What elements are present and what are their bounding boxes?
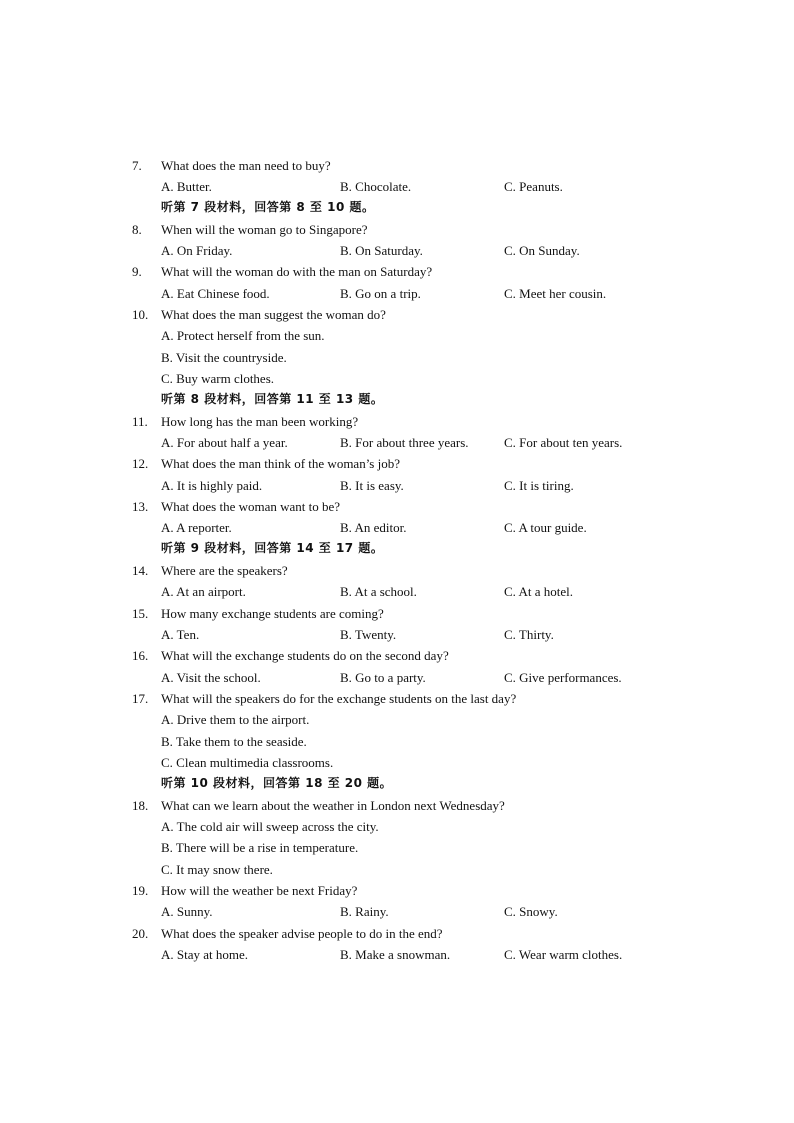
option-a: A. The cold air will sweep across the city. bbox=[161, 819, 379, 834]
question-number: 17. bbox=[132, 691, 149, 706]
option-b: B. Go to a party. bbox=[340, 670, 426, 685]
question-text: What does the man suggest the woman do? bbox=[161, 307, 386, 322]
option-c: C. At a hotel. bbox=[504, 584, 573, 599]
question-13 bbox=[0, 496, 794, 517]
question-number: 15. bbox=[132, 606, 149, 621]
question-18 bbox=[0, 795, 794, 816]
option-row bbox=[0, 347, 794, 368]
option-c: C. Clean multimedia classrooms. bbox=[161, 755, 334, 770]
option-a: A. Protect herself from the sun. bbox=[161, 328, 325, 343]
question-number: 9. bbox=[132, 264, 142, 279]
option-b: B. Take them to the seaside. bbox=[161, 734, 307, 749]
question-text: What will the speakers do for the exchange students on the last day? bbox=[161, 691, 517, 706]
option-b: B. Chocolate. bbox=[340, 179, 412, 194]
option-b: B. Twenty. bbox=[340, 627, 397, 642]
option-row bbox=[0, 752, 794, 773]
section-heading bbox=[0, 197, 794, 218]
question-text: What will the exchange students do on the second day? bbox=[161, 648, 449, 663]
question-text: How many exchange students are coming? bbox=[161, 606, 384, 621]
question-number: 8. bbox=[132, 222, 142, 237]
question-text: What does the man think of the woman’s job? bbox=[161, 456, 401, 471]
option-a: A. At an airport. bbox=[161, 584, 246, 599]
option-c: C. Thirty. bbox=[504, 627, 554, 642]
question-text: What does the man need to buy? bbox=[161, 158, 331, 173]
option-a: A. A reporter. bbox=[161, 520, 232, 535]
question-number: 12. bbox=[132, 456, 149, 471]
option-row bbox=[0, 859, 794, 880]
option-a: A. Visit the school. bbox=[161, 670, 261, 685]
section-heading bbox=[0, 773, 794, 794]
question-7 bbox=[0, 155, 794, 176]
option-b: B. At a school. bbox=[340, 584, 417, 599]
option-b: B. Go on a trip. bbox=[340, 286, 421, 301]
option-b: B. Rainy. bbox=[340, 904, 389, 919]
question-number: 11. bbox=[132, 414, 148, 429]
section-instruction: 听第 9 段材料，回答第 14 至 17 题。 bbox=[161, 541, 384, 555]
option-b: B. An editor. bbox=[340, 520, 407, 535]
options-row bbox=[0, 624, 794, 645]
option-b: B. Make a snowman. bbox=[340, 947, 451, 962]
question-text: What does the woman want to be? bbox=[161, 499, 341, 514]
options-row bbox=[0, 240, 794, 261]
options-row bbox=[0, 944, 794, 965]
options-row bbox=[0, 176, 794, 197]
option-a: A. On Friday. bbox=[161, 243, 233, 258]
option-a: A. Ten. bbox=[161, 627, 200, 642]
options-row bbox=[0, 283, 794, 304]
option-a: A. Stay at home. bbox=[161, 947, 249, 962]
question-number: 13. bbox=[132, 499, 149, 514]
option-a: A. Eat Chinese food. bbox=[161, 286, 270, 301]
option-a: A. Sunny. bbox=[161, 904, 213, 919]
option-c: C. Snowy. bbox=[504, 904, 558, 919]
option-b: B. It is easy. bbox=[340, 478, 404, 493]
option-row bbox=[0, 325, 794, 346]
options-row bbox=[0, 517, 794, 538]
options-row bbox=[0, 901, 794, 922]
option-a: A. Butter. bbox=[161, 179, 212, 194]
question-number: 18. bbox=[132, 798, 149, 813]
option-b: B. On Saturday. bbox=[340, 243, 423, 258]
question-text: What will the woman do with the man on Saturday? bbox=[161, 264, 433, 279]
option-row bbox=[0, 368, 794, 389]
option-c: C. Wear warm clothes. bbox=[504, 947, 623, 962]
question-number: 16. bbox=[132, 648, 149, 663]
question-number: 20. bbox=[132, 926, 149, 941]
question-9 bbox=[0, 261, 794, 282]
option-row bbox=[0, 731, 794, 752]
question-14 bbox=[0, 560, 794, 581]
option-a: A. It is highly paid. bbox=[161, 478, 263, 493]
option-row bbox=[0, 837, 794, 858]
question-text: How will the weather be next Friday? bbox=[161, 883, 358, 898]
section-instruction: 听第 7 段材料，回答第 8 至 10 题。 bbox=[161, 200, 375, 214]
question-16 bbox=[0, 645, 794, 666]
option-c: C. Buy warm clothes. bbox=[161, 371, 275, 386]
question-number: 14. bbox=[132, 563, 149, 578]
section-instruction: 听第 8 段材料，回答第 11 至 13 题。 bbox=[161, 392, 384, 406]
question-text: Where are the speakers? bbox=[161, 563, 288, 578]
section-heading bbox=[0, 389, 794, 410]
question-15 bbox=[0, 603, 794, 624]
option-row bbox=[0, 816, 794, 837]
options-row bbox=[0, 432, 794, 453]
section-instruction: 听第 10 段材料，回答第 18 至 20 题。 bbox=[161, 776, 393, 790]
option-c: C. Meet her cousin. bbox=[504, 286, 607, 301]
question-20 bbox=[0, 923, 794, 944]
question-text: What does the speaker advise people to do in the end? bbox=[161, 926, 443, 941]
question-text: How long has the man been working? bbox=[161, 414, 359, 429]
question-number: 10. bbox=[132, 307, 149, 322]
question-text: When will the woman go to Singapore? bbox=[161, 222, 368, 237]
option-row bbox=[0, 709, 794, 730]
question-8 bbox=[0, 219, 794, 240]
option-b: B. For about three years. bbox=[340, 435, 469, 450]
option-c: C. It may snow there. bbox=[161, 862, 273, 877]
option-c: C. On Sunday. bbox=[504, 243, 580, 258]
option-b: B. There will be a rise in temperature. bbox=[161, 840, 359, 855]
section-heading bbox=[0, 538, 794, 559]
option-c: C. Peanuts. bbox=[504, 179, 563, 194]
option-c: C. A tour guide. bbox=[504, 520, 587, 535]
question-19 bbox=[0, 880, 794, 901]
option-b: B. Visit the countryside. bbox=[161, 350, 287, 365]
question-11 bbox=[0, 411, 794, 432]
question-12 bbox=[0, 453, 794, 474]
question-17 bbox=[0, 688, 794, 709]
question-number: 7. bbox=[132, 158, 142, 173]
options-row bbox=[0, 475, 794, 496]
question-number: 19. bbox=[132, 883, 149, 898]
options-row bbox=[0, 581, 794, 602]
option-c: C. Give performances. bbox=[504, 670, 622, 685]
question-10 bbox=[0, 304, 794, 325]
option-a: A. For about half a year. bbox=[161, 435, 288, 450]
question-text: What can we learn about the weather in London next Wednesday? bbox=[161, 798, 505, 813]
option-a: A. Drive them to the airport. bbox=[161, 712, 310, 727]
option-c: C. It is tiring. bbox=[504, 478, 574, 493]
option-c: C. For about ten years. bbox=[504, 435, 623, 450]
options-row bbox=[0, 667, 794, 688]
